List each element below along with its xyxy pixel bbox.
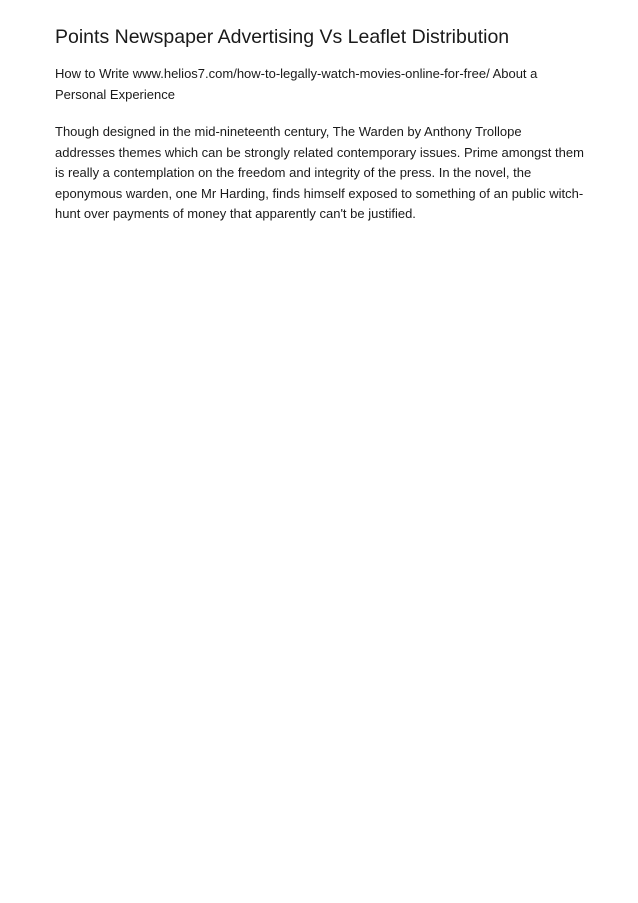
page-title: Points Newspaper Advertising Vs Leaflet Distribution bbox=[55, 26, 510, 48]
document-content bbox=[55, 24, 585, 225]
intro-paragraph: How to Write www.helios7.com/how-to-legally-watch-movies-online-for-free/ About a Personal Experience bbox=[55, 66, 538, 102]
body-paragraph: Though designed in the mid-nineteenth century, The Warden by Anthony Trollope addresses themes which can be strongly related contemporary issues. Prime amongst them is really a contemplation on the freedom and integrity of the press. In the novel, the eponymous warden, one Mr Harding, finds himself exposed to something of an public witch-hunt over payments of money that apparently can't be justified. bbox=[55, 124, 584, 221]
